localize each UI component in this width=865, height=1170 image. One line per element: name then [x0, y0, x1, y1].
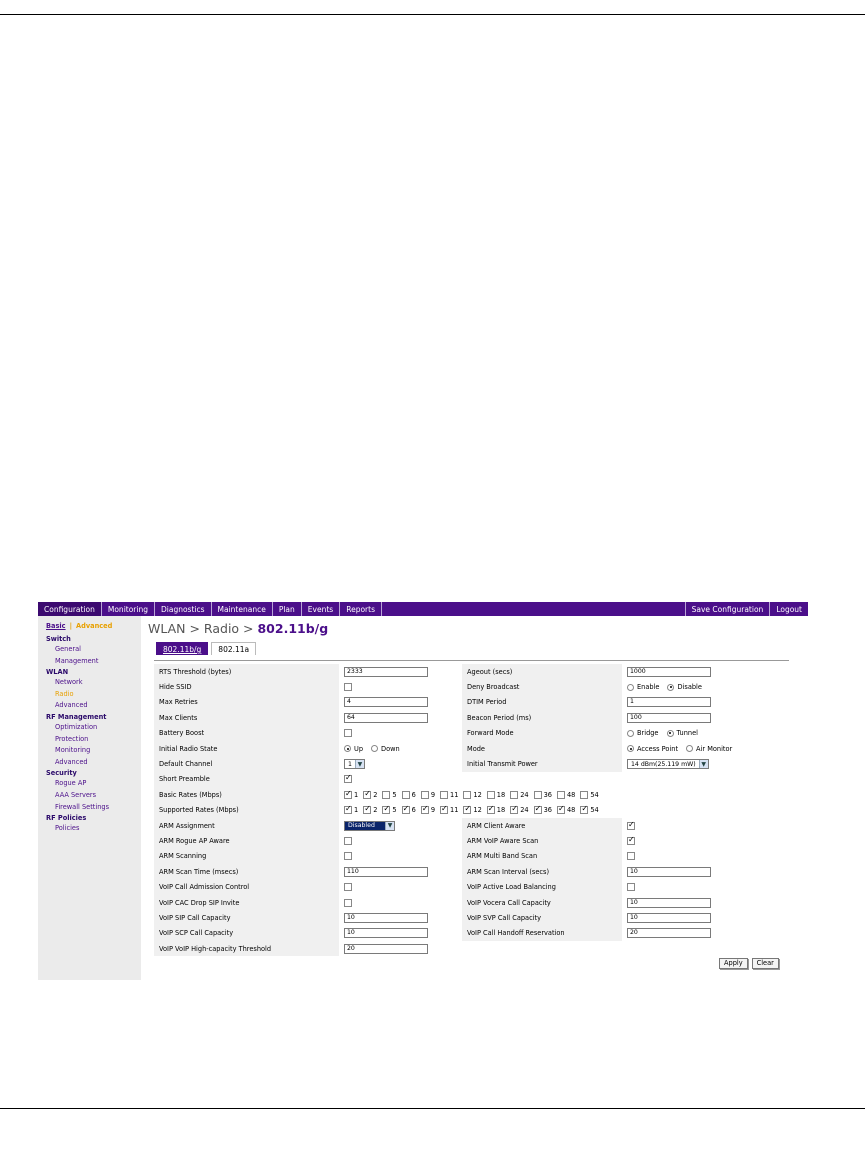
rate-option[interactable]: [382, 806, 399, 814]
initial-transmit-power-label: Initial Transmit Power: [462, 756, 622, 771]
dtim-period-input[interactable]: 1: [627, 697, 711, 707]
voip-call-admission-checkbox[interactable]: [344, 883, 352, 891]
hide-ssid-label: Hide SSID: [154, 679, 339, 694]
voip-svp-capacity-cell: [622, 910, 789, 925]
rts-threshold-cell: [339, 664, 462, 679]
max-retries-cell: [339, 695, 462, 710]
settings-row: [154, 910, 789, 925]
rate-option[interactable]: [580, 791, 601, 799]
forward-mode-bridge-option[interactable]: [627, 729, 659, 737]
rate-label: 6: [411, 790, 416, 799]
arm-voip-aware-scan-cell: [622, 833, 789, 848]
app-screenshot: [38, 602, 808, 980]
select-value: 14 dBm(25.119 mW): [631, 760, 696, 768]
max-clients-cell: [339, 710, 462, 725]
sidebar-item-monitoring[interactable]: Monitoring: [55, 746, 91, 755]
rate-label: 1: [354, 806, 359, 815]
rate-label: 11: [450, 790, 459, 799]
form-buttons: [719, 958, 779, 969]
default-channel-cell: [339, 756, 462, 771]
voip-cac-drop-checkbox[interactable]: [344, 899, 352, 907]
mode-access-point-option[interactable]: [627, 745, 678, 753]
rate-label: 36: [543, 790, 552, 799]
dtim-period-label: DTIM Period: [462, 695, 622, 710]
rate-option[interactable]: [510, 791, 531, 799]
arm-scan-time-input[interactable]: 110: [344, 867, 428, 877]
deny-broadcast-cell: [622, 679, 789, 694]
rate-checkbox[interactable]: [421, 791, 429, 799]
sidebar-item-protection[interactable]: Protection: [55, 734, 89, 743]
arm-multi-band-scan-cell: [622, 849, 789, 864]
settings-row: [154, 864, 789, 879]
settings-grid: [154, 664, 789, 956]
forward-mode-tunnel-option[interactable]: [667, 729, 698, 737]
page-title: [148, 621, 328, 636]
voip-scp-capacity-cell: [339, 926, 462, 941]
short-preamble-cell: [339, 772, 462, 787]
voip-high-capacity-label: VoIP VoIP High-capacity Threshold: [154, 941, 339, 956]
rate-checkbox[interactable]: [344, 806, 352, 814]
radio-label: Access Point: [637, 744, 679, 753]
rate-option[interactable]: [580, 806, 601, 814]
arm-client-aware-cell: [622, 818, 789, 833]
settings-row: [154, 818, 789, 833]
settings-row: [154, 772, 789, 787]
radio-button[interactable]: [686, 745, 693, 752]
forward-mode-label: Forward Mode: [462, 726, 622, 741]
voip-active-load-cell: [622, 879, 789, 894]
rate-label: 5: [392, 806, 397, 815]
nav-monitoring[interactable]: Monitoring: [102, 602, 155, 616]
sidebar-item-policies[interactable]: Policies: [55, 824, 80, 833]
radio-label: Down: [381, 744, 400, 753]
rate-checkbox[interactable]: [557, 791, 565, 799]
rate-option[interactable]: [344, 806, 361, 814]
settings-row: [154, 710, 789, 725]
chevron-down-icon: ▼: [699, 760, 708, 768]
arm-scanning-cell: [339, 849, 462, 864]
rate-label: 48: [566, 806, 576, 815]
rate-option[interactable]: [421, 806, 438, 814]
nav-plan[interactable]: Plan: [273, 602, 302, 616]
voip-active-load-checkbox[interactable]: [627, 883, 635, 891]
tab-802-11bg[interactable]: 802.11b/g: [156, 642, 208, 655]
chevron-down-icon: ▼: [355, 760, 364, 768]
rate-label: 5: [392, 790, 397, 799]
rate-label: 6: [411, 806, 416, 815]
arm-scan-interval-input[interactable]: 10: [627, 867, 711, 877]
nav-spacer: [382, 602, 685, 616]
voip-svp-capacity-input[interactable]: 10: [627, 913, 711, 923]
voip-vocera-input[interactable]: 10: [627, 898, 711, 908]
hide-ssid-cell: [339, 679, 462, 694]
breadcrumb-prefix: WLAN > Radio >: [148, 621, 258, 636]
rate-label: 54: [590, 790, 599, 799]
sidebar-item-radio[interactable]: Radio: [55, 689, 74, 698]
voip-active-load-label: VoIP Active Load Balancing: [462, 879, 622, 894]
voip-high-capacity-cell: [339, 941, 462, 956]
tab-802-11a[interactable]: 802.11a: [211, 642, 256, 655]
rate-label: 36: [543, 806, 552, 815]
rate-checkbox[interactable]: [382, 806, 390, 814]
settings-row: [154, 726, 789, 741]
settings-row: [154, 679, 789, 694]
beacon-period-input[interactable]: 100: [627, 713, 711, 723]
page-top-rule: [0, 14, 865, 15]
rate-label: 12: [473, 806, 482, 815]
breadcrumb-current: 802.11b/g: [257, 621, 329, 636]
voip-handoff-input[interactable]: 20: [627, 928, 711, 938]
radio-state-up-option[interactable]: [344, 745, 363, 753]
rate-checkbox[interactable]: [510, 806, 518, 814]
voip-call-admission-label: VoIP Call Admission Control: [154, 879, 339, 894]
rate-checkbox[interactable]: [440, 791, 448, 799]
chevron-down-icon: ▼: [385, 822, 394, 830]
rate-option[interactable]: [557, 791, 578, 799]
supported-rates-label: Supported Rates (Mbps): [154, 803, 339, 818]
default-channel-label: Default Channel: [154, 756, 339, 771]
rate-label: 24: [520, 790, 529, 799]
page-bottom-rule: [0, 1108, 865, 1109]
arm-rogue-ap-aware-label: ARM Rogue AP Aware: [154, 833, 339, 848]
arm-voip-aware-scan-checkbox[interactable]: [627, 837, 635, 845]
settings-row: [154, 833, 789, 848]
radio-state-down-option[interactable]: [371, 745, 400, 753]
sidebar-section-wlan: WLAN: [46, 668, 69, 677]
rate-option[interactable]: [463, 806, 484, 814]
rate-option[interactable]: [487, 791, 508, 799]
max-clients-label: Max Clients: [154, 710, 339, 725]
battery-boost-label: Battery Boost: [154, 726, 339, 741]
radio-settings-panel: [154, 660, 789, 979]
rate-checkbox[interactable]: [463, 791, 471, 799]
ageout-input[interactable]: 1000: [627, 667, 711, 677]
radio-label: Bridge: [637, 729, 659, 738]
rate-checkbox[interactable]: [510, 791, 518, 799]
forward-mode-cell: [622, 726, 789, 741]
voip-svp-capacity-label: VoIP SVP Call Capacity: [462, 910, 622, 925]
radio-label: Air Monitor: [696, 744, 733, 753]
rate-option[interactable]: [534, 791, 555, 799]
rate-label: 24: [520, 806, 529, 815]
rate-option[interactable]: [463, 791, 484, 799]
basic-rates-label: Basic Rates (Mbps): [154, 787, 339, 802]
settings-row: [154, 879, 789, 894]
hide-ssid-checkbox[interactable]: [344, 683, 352, 691]
rate-checkbox[interactable]: [402, 806, 410, 814]
radio-button[interactable]: [627, 730, 634, 737]
default-channel-select[interactable]: [344, 759, 365, 769]
rate-option[interactable]: [534, 806, 555, 814]
rate-checkbox[interactable]: [557, 806, 565, 814]
rate-label: 2: [373, 790, 378, 799]
voip-handoff-label: VoIP Call Handoff Reservation: [462, 926, 622, 941]
arm-multi-band-scan-checkbox[interactable]: [627, 852, 635, 860]
rate-label: 11: [450, 806, 459, 815]
rate-option[interactable]: [440, 806, 461, 814]
sidebar-item-rogue-ap[interactable]: Rogue AP: [55, 779, 87, 788]
max-retries-label: Max Retries: [154, 695, 339, 710]
rate-checkbox[interactable]: [487, 791, 495, 799]
rate-label: 9: [430, 790, 436, 799]
rate-option[interactable]: [510, 806, 531, 814]
arm-assignment-label: ARM Assignment: [154, 818, 339, 833]
radio-label: Up: [354, 744, 364, 753]
mode-label: Mode: [462, 741, 622, 756]
voip-vocera-cell: [622, 895, 789, 910]
deny-broadcast-disable-option[interactable]: [667, 683, 701, 691]
rate-label: 18: [496, 806, 506, 815]
voip-sip-capacity-cell: [339, 910, 462, 925]
clear-button[interactable]: Clear: [752, 958, 779, 969]
settings-row: [154, 941, 789, 956]
voip-sip-capacity-input[interactable]: 10: [344, 913, 428, 923]
settings-row: [154, 895, 789, 910]
voip-call-admission-cell: [339, 879, 462, 894]
rate-label: 1: [354, 790, 359, 799]
voip-vocera-label: VoIP Vocera Call Capacity: [462, 895, 622, 910]
max-clients-input[interactable]: 64: [344, 713, 428, 723]
rate-checkbox[interactable]: [421, 806, 429, 814]
radio-button[interactable]: [627, 684, 634, 691]
transmit-power-select[interactable]: [627, 759, 709, 769]
arm-client-aware-checkbox[interactable]: [627, 822, 635, 830]
radio-button[interactable]: [627, 745, 634, 752]
sidebar-item-aaa-servers[interactable]: AAA Servers: [55, 790, 97, 799]
radio-button[interactable]: [667, 730, 674, 737]
deny-broadcast-label: Deny Broadcast: [462, 679, 622, 694]
settings-row: [154, 849, 789, 864]
radio-button[interactable]: [344, 745, 351, 752]
sidebar-section-rf-management: RF Management: [46, 712, 107, 721]
rate-option[interactable]: [402, 791, 419, 799]
main-content: [141, 616, 808, 980]
rate-checkbox[interactable]: [580, 806, 588, 814]
sidebar-section-security: Security: [46, 769, 77, 778]
arm-scanning-label: ARM Scanning: [154, 849, 339, 864]
rate-option[interactable]: [344, 791, 361, 799]
settings-row: [154, 741, 789, 756]
rate-option[interactable]: [363, 791, 380, 799]
supported-rates-group: [339, 803, 789, 818]
radio-label: Enable: [637, 683, 660, 692]
voip-cac-drop-cell: [339, 895, 462, 910]
radio-button[interactable]: [667, 684, 674, 691]
rate-checkbox[interactable]: [344, 791, 352, 799]
sidebar-item-general[interactable]: General: [55, 645, 81, 653]
nav-diagnostics[interactable]: Diagnostics: [155, 602, 212, 616]
nav-configuration[interactable]: Configuration: [38, 602, 102, 616]
rate-checkbox[interactable]: [580, 791, 588, 799]
rate-label: 54: [590, 806, 599, 815]
rate-option[interactable]: [382, 791, 399, 799]
rate-checkbox[interactable]: [382, 791, 390, 799]
arm-assignment-select[interactable]: [344, 821, 395, 831]
voip-scp-capacity-label: VoIP SCP Call Capacity: [154, 926, 339, 941]
radio-label: Tunnel: [676, 729, 698, 738]
short-preamble-label: Short Preamble: [154, 772, 339, 787]
battery-boost-checkbox[interactable]: [344, 729, 352, 737]
initial-transmit-power-cell: [622, 756, 789, 771]
rts-threshold-label: RTS Threshold (bytes): [154, 664, 339, 679]
rate-option[interactable]: [402, 806, 419, 814]
mode-separator: |: [69, 622, 72, 630]
arm-scan-interval-label: ARM Scan Interval (secs): [462, 864, 622, 879]
rate-checkbox[interactable]: [534, 806, 542, 814]
nav-logout[interactable]: Logout: [769, 602, 808, 616]
sidebar-section-rf-policies: RF Policies: [46, 814, 87, 823]
rate-checkbox[interactable]: [363, 791, 371, 799]
arm-rogue-ap-aware-cell: [339, 833, 462, 848]
radio-label: Disable: [677, 683, 702, 692]
settings-row: [154, 787, 789, 802]
select-value: Disabled: [345, 822, 385, 830]
arm-scan-time-label: ARM Scan Time (msecs): [154, 864, 339, 879]
apply-button[interactable]: Apply: [719, 958, 748, 969]
rate-option[interactable]: [363, 806, 380, 814]
voip-sip-capacity-label: VoIP SIP Call Capacity: [154, 910, 339, 925]
voip-scp-capacity-input[interactable]: 10: [344, 928, 428, 938]
rate-label: 2: [373, 806, 378, 815]
mode-advanced-link[interactable]: Advanced: [76, 622, 113, 630]
settings-row: [154, 803, 789, 818]
settings-row: [154, 664, 789, 679]
sidebar: [38, 616, 141, 980]
rate-label: 12: [473, 790, 482, 799]
rate-checkbox[interactable]: [363, 806, 371, 814]
mode-basic-link[interactable]: Basic: [46, 622, 66, 630]
beacon-period-cell: [622, 710, 789, 725]
arm-scan-interval-cell: [622, 864, 789, 879]
mode-switch: [38, 622, 141, 630]
initial-radio-state-cell: [339, 741, 462, 756]
ageout-label: Ageout (secs): [462, 664, 622, 679]
mode-air-monitor-option[interactable]: [686, 745, 732, 753]
rate-option[interactable]: [421, 791, 438, 799]
rate-label: 48: [566, 790, 576, 799]
short-preamble-checkbox[interactable]: [344, 775, 352, 783]
settings-row: [154, 756, 789, 771]
radio-tabs: [156, 642, 256, 655]
rate-checkbox[interactable]: [402, 791, 410, 799]
sidebar-item-management[interactable]: Management: [55, 656, 99, 665]
select-value: 1: [348, 760, 352, 768]
nav-save-configuration[interactable]: Save Configuration: [685, 602, 770, 616]
settings-row: [154, 695, 789, 710]
beacon-period-label: Beacon Period (ms): [462, 710, 622, 725]
radio-button[interactable]: [371, 745, 378, 752]
arm-multi-band-scan-label: ARM Multi Band Scan: [462, 849, 622, 864]
arm-assignment-cell: [339, 818, 462, 833]
sidebar-section-switch: Switch: [46, 635, 71, 643]
voip-cac-drop-label: VoIP CAC Drop SIP Invite: [154, 895, 339, 910]
rate-option[interactable]: [440, 791, 461, 799]
sidebar-item-wlan-advanced[interactable]: Advanced: [55, 701, 88, 710]
max-retries-input[interactable]: 4: [344, 697, 428, 707]
arm-client-aware-label: ARM Client Aware: [462, 818, 622, 833]
rate-option[interactable]: [557, 806, 578, 814]
nav-reports[interactable]: Reports: [340, 602, 382, 616]
rate-label: 9: [430, 806, 436, 815]
sidebar-item-rf-advanced[interactable]: Advanced: [55, 757, 88, 766]
rate-label: 18: [496, 790, 506, 799]
arm-scanning-checkbox[interactable]: [344, 852, 352, 860]
settings-row: [154, 926, 789, 941]
sidebar-item-network[interactable]: Network: [55, 678, 83, 687]
rate-checkbox[interactable]: [440, 806, 448, 814]
initial-radio-state-label: Initial Radio State: [154, 741, 339, 756]
rate-option[interactable]: [487, 806, 508, 814]
sidebar-item-optimization[interactable]: Optimization: [55, 722, 98, 731]
nav-maintenance[interactable]: Maintenance: [212, 602, 273, 616]
top-nav-bar: [38, 602, 808, 616]
ageout-cell: [622, 664, 789, 679]
nav-events[interactable]: Events: [302, 602, 340, 616]
arm-voip-aware-scan-label: ARM VoIP Aware Scan: [462, 833, 622, 848]
arm-scan-time-cell: [339, 864, 462, 879]
voip-high-capacity-input[interactable]: 20: [344, 944, 428, 954]
basic-rates-group: [339, 787, 789, 802]
dtim-period-cell: [622, 695, 789, 710]
battery-boost-cell: [339, 726, 462, 741]
sidebar-item-firewall-settings[interactable]: Firewall Settings: [55, 802, 110, 811]
voip-handoff-cell: [622, 926, 789, 941]
rate-checkbox[interactable]: [463, 806, 471, 814]
arm-rogue-ap-aware-checkbox[interactable]: [344, 837, 352, 845]
rts-threshold-input[interactable]: 2333: [344, 667, 428, 677]
rate-checkbox[interactable]: [534, 791, 542, 799]
rate-checkbox[interactable]: [487, 806, 495, 814]
deny-broadcast-enable-option[interactable]: [627, 683, 659, 691]
mode-cell: [622, 741, 789, 756]
